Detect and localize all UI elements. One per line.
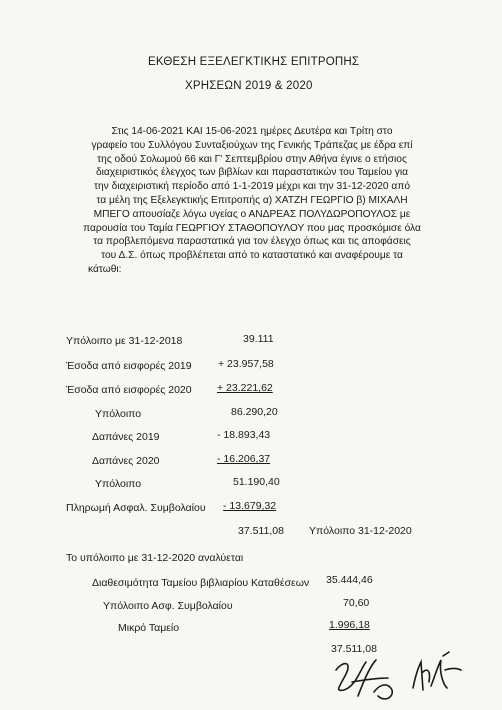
insurance-payment-label: Πληρωμή Ασφαλ. Συμβολαίου [66, 502, 206, 514]
balance-2018-label: Υπόλοιπο με 31-12-2018 [66, 335, 183, 347]
paragraph-line: ΜΠΕΓΟ απουσίαζε λόγω υγείας ο ΑΝΔΡΕΑΣ ΠΟΛΥΔΩΡΟΠΟΥΛΟΣ με [93, 208, 411, 220]
paragraph-line: Στις 14-06-2021 ΚΑΙ 15-06-2021 ημέρες Δευτέρα και Τρίτη στο [111, 126, 393, 137]
subtotal2-label: Υπόλοιπο [95, 478, 142, 490]
paragraph-line: της οδού Σολωμού 66 και Γ' Σεπτεμβρίου στην Αθήνα έγινε ο ετήσιος [97, 153, 407, 165]
insurance-payment-value: - 13.679,32 [223, 500, 277, 512]
document-title: ΕΚΘΕΣΗ ΕΞΕΛΕΓΚΤΙΚΗΣ ΕΠΙΤΡΟΠΗΣ [148, 56, 360, 68]
expenses-2020-value: - 16.206,37 [217, 453, 271, 465]
signature-2 [405, 648, 465, 703]
signature-1 [330, 652, 410, 707]
expenses-2020-label: Δαπάνες 2020 [92, 455, 160, 467]
expenses-2019-value: - 18.893,43 [217, 429, 271, 441]
income-2019-label: Έσοδα από εισφορές 2019 [66, 360, 192, 372]
subtotal2-value: 51.190,40 [233, 476, 280, 488]
paragraph-line: διαχειριστικός έλεγχος των βιβλίων και παραστατικών του Ταμείου για [95, 167, 409, 179]
deposit-value: 35.444,46 [326, 574, 373, 586]
income-2019-value: + 23.957,58 [218, 358, 274, 370]
final-balance-label: Υπόλοιπο 31-12-2020 [309, 525, 412, 537]
income-2020-value: + 23.221,62 [217, 382, 273, 394]
report-paragraph [62, 125, 442, 277]
insurance-balance-label: Υπόλοιπο Ασφ. Συμβολαίου [103, 600, 233, 612]
insurance-balance-value: 70,60 [343, 597, 370, 609]
breakdown-total-value: 37.511,08 [331, 643, 377, 655]
subtotal1-label: Υπόλοιπο [95, 408, 142, 420]
final-balance-value: 37.511,08 [238, 525, 284, 537]
petty-cash-value: 1.996,18 [329, 619, 370, 631]
breakdown-intro: Το υπόλοιπο με 31-12-2020 αναλύεται [66, 552, 244, 564]
income-2020-label: Έσοδα από εισφορές 2020 [66, 384, 192, 396]
deposit-label: Διαθεσιμότητα Ταμείου βιβλιαρίου Καταθέσεων [92, 577, 310, 589]
balance-2018-value: 39.111 [243, 333, 274, 345]
paragraph-line: κάτωθι: [88, 263, 122, 275]
petty-cash-label: Μικρό Ταμείο [118, 622, 180, 634]
paragraph-line: παρουσία του Ταμία ΓΕΩΡΓΙΟΥ ΣΤΑΘΟΠΟΥΛΟΥ που μας προσκόμισε όλα [83, 222, 421, 234]
paragraph-line: τα μέλη της Εξελεγκτικής Επιτροπής α) ΧΑΤΖΗ ΓΕΩΡΓΙΟ β) ΜΙΧΑΛΗ [96, 194, 408, 206]
paragraph-line: γραφείο του Συλλόγου Συνταξιούχων της Γενικής Τράπεζας με έδρα επί [91, 139, 413, 151]
document-subtitle: ΧΡΗΣΕΩΝ 2019 & 2020 [185, 80, 313, 92]
paragraph-line: τα προβλεπόμενα παραστατικά για τον έλεγχο όπως και τις αποφάσεις [93, 236, 411, 248]
expenses-2019-label: Δαπάνες 2019 [92, 431, 160, 443]
paragraph-line: του Δ.Σ. όπως προβλέπεται από το καταστατικό και αναφέρουμε τα [101, 250, 403, 262]
paragraph-line: την διαχειριστική περίοδο από 1-1-2019 μέχρι και την 31-12-2020 από [93, 181, 411, 193]
subtotal1-value: 86.290,20 [231, 406, 278, 418]
